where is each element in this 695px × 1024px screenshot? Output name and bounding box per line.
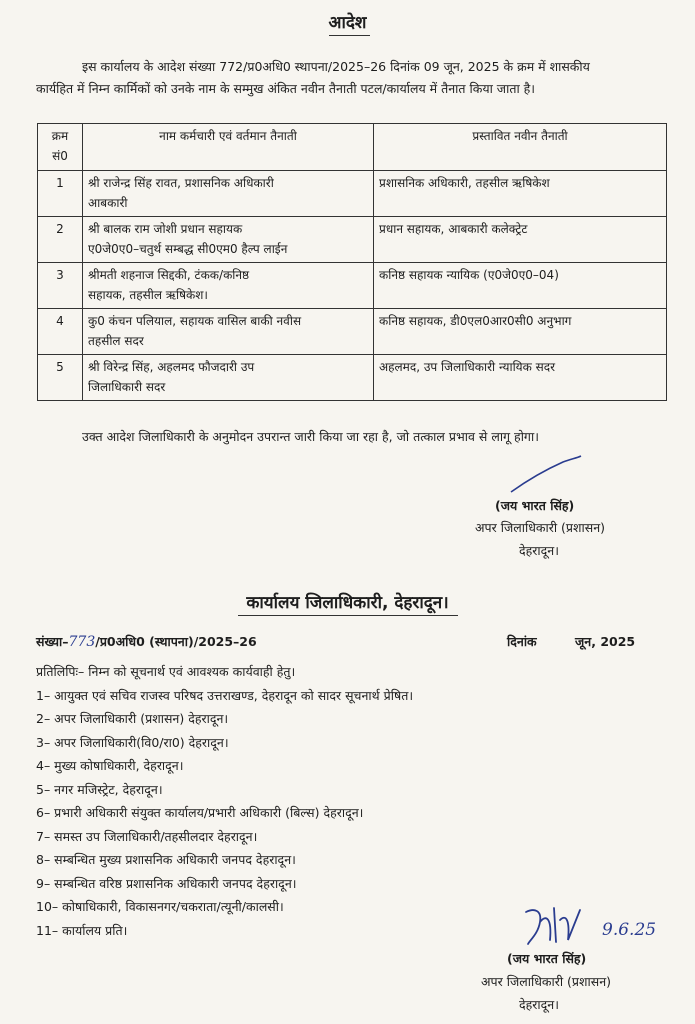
list-item: 1– आयुक्त एवं सचिव राजस्व परिषद उत्तराखण्ड, देहरादून को सादर सूचनार्थ प्रेषित। [36, 687, 414, 703]
row-posting: प्रशासनिक अधिकारी, तहसील ऋषिकेश [374, 171, 667, 217]
date-value: जून, 2025 [575, 634, 636, 649]
list-item: 4– मुख्य कोषाधिकारी, देहरादून। [36, 758, 184, 773]
handwritten-date: 9.6.25 [602, 920, 657, 940]
handwritten-number: 773 [68, 634, 96, 650]
row-name: श्री बालक राम जोशी प्रधान सहायक ए0जे0ए0–चतुर्थ सम्बद्ध सी0एम0 हैल्प लाईन [83, 217, 374, 263]
row-posting: कनिष्ठ सहायक, डी0एल0आर0सी0 अनुभाग [374, 309, 667, 355]
list-item: 6– प्रभारी अधिकारी संयुक्त कार्यालय/प्रभारी अधिकारी (बिल्स) देहरादून। [36, 805, 364, 820]
list-item: 11– कार्यालय प्रति। [36, 922, 128, 938]
intro-line-2: कार्यहित में निम्न कार्मिकों को उनके नाम के सम्मुख अंकित नवीन तैनाती पटल/कार्यालय में तैनात किया जाता है। [36, 81, 536, 96]
date-label: दिनांक [507, 634, 537, 649]
table-row [38, 171, 667, 217]
row-name: श्री विरेन्द्र सिंह, अहलमद फौजदारी उप जिलाधिकारी सदर [83, 355, 374, 401]
office-title-underline [238, 615, 458, 616]
row-serial: 2 [38, 217, 83, 263]
office-title: कार्यालय जिलाधिकारी, देहरादून। [246, 593, 449, 613]
signatory-place: देहरादून। [519, 543, 559, 558]
row-name: श्रीमती शहनाज सिद्दकी, टंकक/कनिष्ठ सहायक, तहसील ऋषिकेश। [83, 263, 374, 309]
header-serial: क्रम सं0 [38, 124, 83, 171]
table-header-row [38, 124, 667, 171]
table-row [38, 217, 667, 263]
list-item: 2– अपर जिलाधिकारी (प्रशासन) देहरादून। [36, 711, 229, 726]
order-intro [36, 56, 666, 100]
signature-mark [505, 448, 585, 498]
copy-heading: प्रतिलिपिः– निम्न को सूचनार्थ एवं आवश्यक कार्यवाही हेतु। [36, 664, 296, 679]
intro-line-1: इस कार्यालय के आदेश संख्या 772/प्र0अधि0 स्थापना/2025–26 दिनांक 09 जून, 2025 के क्रम में शासकीय [82, 59, 590, 74]
list-item: 5– नगर मजिस्ट्रेट, देहरादून। [36, 781, 163, 797]
row-serial: 4 [38, 309, 83, 355]
row-posting: कनिष्ठ सहायक न्यायिक (ए0जे0ए0–04) [374, 263, 667, 309]
order-closing: उक्त आदेश जिलाधिकारी के अनुमोदन उपरान्त जारी किया जा रहा है, जो तत्काल प्रभाव से लागू होगा। [82, 429, 539, 444]
row-serial: 3 [38, 263, 83, 309]
title-underline [329, 35, 370, 36]
order-title: आदेश [328, 13, 367, 33]
list-item: 8– सम्बन्धित मुख्य प्रशासनिक अधिकारी जनपद देहरादून। [36, 852, 296, 867]
copy-signatory-designation: अपर जिलाधिकारी (प्रशासन) [481, 974, 612, 989]
table-row [38, 263, 667, 309]
copy-signatory-place: देहरादून। [519, 997, 559, 1012]
list-item: 9– सम्बन्धित वरिष्ठ प्रशासनिक अधिकारी जनपद देहरादून। [36, 875, 297, 891]
copy-signatory-name: (जय भारत सिंह) [507, 951, 587, 966]
copy-list [36, 660, 413, 942]
signature-mark [520, 900, 590, 952]
reference-number: संख्या–773/प्र0अधि0 (स्थापना)/2025–26 [36, 634, 257, 650]
table-row [38, 309, 667, 355]
row-name: श्री राजेन्द्र सिंह रावत, प्रशासनिक अधिकारी आबकारी [83, 171, 374, 217]
list-item: 7– समस्त उप जिलाधिकारी/तहसीलदार देहरादून। [36, 828, 258, 844]
list-item: 10– कोषाधिकारी, विकासनगर/चकराता/त्यूनी/कालसी। [36, 899, 284, 914]
header-name: नाम कर्मचारी एवं वर्तमान तैनाती [83, 124, 374, 171]
list-item: 3– अपर जिलाधिकारी(वि0/रा0) देहरादून। [36, 734, 229, 750]
row-serial: 5 [38, 355, 83, 401]
signatory-designation: अपर जिलाधिकारी (प्रशासन) [475, 520, 606, 535]
signatory-name: (जय भारत सिंह) [495, 498, 575, 513]
row-posting: अहलमद, उप जिलाधिकारी न्यायिक सदर [374, 355, 667, 401]
row-name: कु0 कंचन पलियाल, सहायक वासिल बाकी नवीस तहसील सदर [83, 309, 374, 355]
row-posting: प्रधान सहायक, आबकारी कलेक्ट्रेट [374, 217, 667, 263]
header-posting: प्रस्तावित नवीन तैनाती [374, 124, 667, 171]
row-serial: 1 [38, 171, 83, 217]
table-row [38, 355, 667, 401]
posting-table [37, 123, 667, 401]
